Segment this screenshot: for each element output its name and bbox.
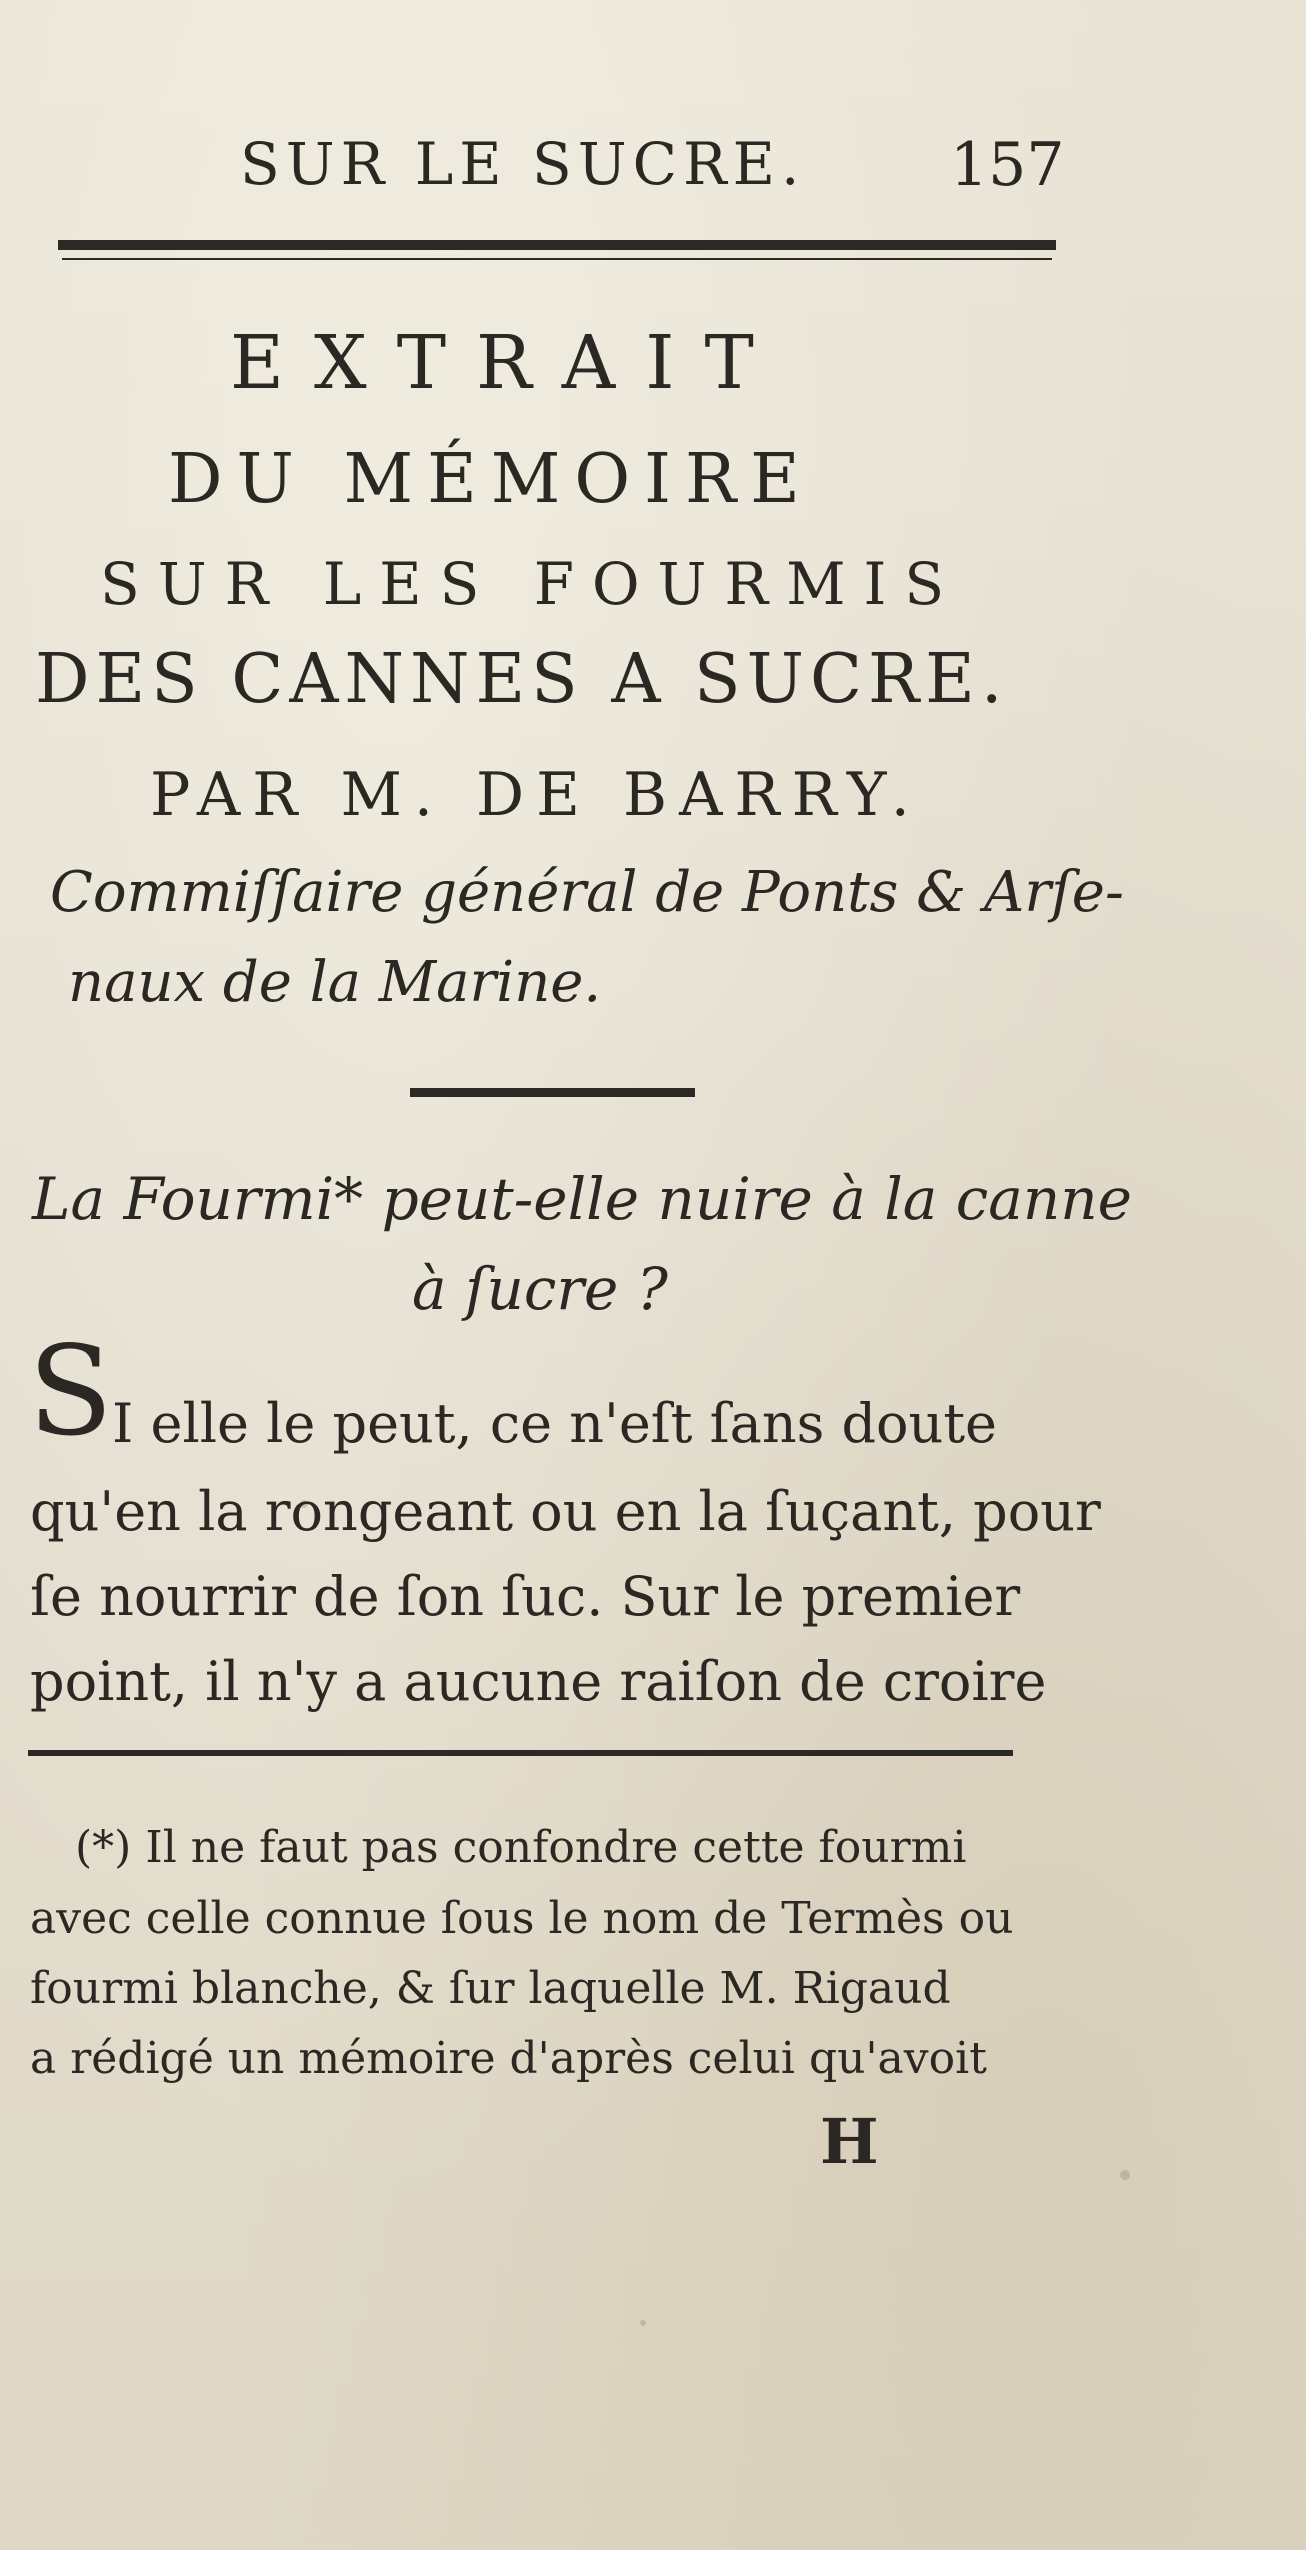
author-line: PAR M. DE BARRY. [150, 760, 922, 830]
title-line-fourmis: SUR LES FOURMIS [100, 550, 963, 618]
footnote-line: (*) Il ne faut pas confondre cette fourmi [75, 1822, 967, 1873]
running-head: SUR LE SUCRE. [240, 130, 806, 198]
author-title-line-1: Commiſſaire général de Ponts & Arſe- [50, 860, 1124, 925]
paper-spot [640, 2320, 646, 2326]
body-line: ſe nourrir de ſon ſuc. Sur le premier [30, 1565, 1021, 1628]
paper-spot [1120, 2170, 1130, 2180]
body-line: I elle le peut, ce n'eſt ſans doute [112, 1392, 997, 1455]
question-line-1: La Fourmi* peut-elle nuire à la canne [32, 1165, 1132, 1233]
drop-cap: S [28, 1320, 113, 1464]
signature-mark: H [820, 2105, 879, 2178]
footnote-line: a rédigé un mémoire d'après celui qu'avoit [30, 2033, 987, 2084]
question-line-2: à ſucre ? [412, 1255, 668, 1323]
page-number: 157 [950, 130, 1065, 200]
title-line-extrait: EXTRAIT [230, 320, 784, 406]
body-line: qu'en la rongeant ou en la ſuçant, pour [30, 1480, 1101, 1543]
body-line: point, il n'y a aucune raiſon de croire [30, 1650, 1047, 1713]
title-line-cannes: DES CANNES A SUCRE. [35, 640, 1009, 719]
section-divider [410, 1088, 695, 1097]
author-title-line-2: naux de la Marine. [68, 950, 602, 1015]
title-line-memoire: DU MÉMOIRE [168, 440, 814, 519]
header-rule [58, 240, 1056, 250]
footnote-rule [28, 1750, 1013, 1756]
footnote-line: avec celle connue ſous le nom de Termès ou [30, 1893, 1014, 1944]
footnote-line: fourmi blanche, & ſur laquelle M. Rigaud [30, 1963, 951, 2014]
